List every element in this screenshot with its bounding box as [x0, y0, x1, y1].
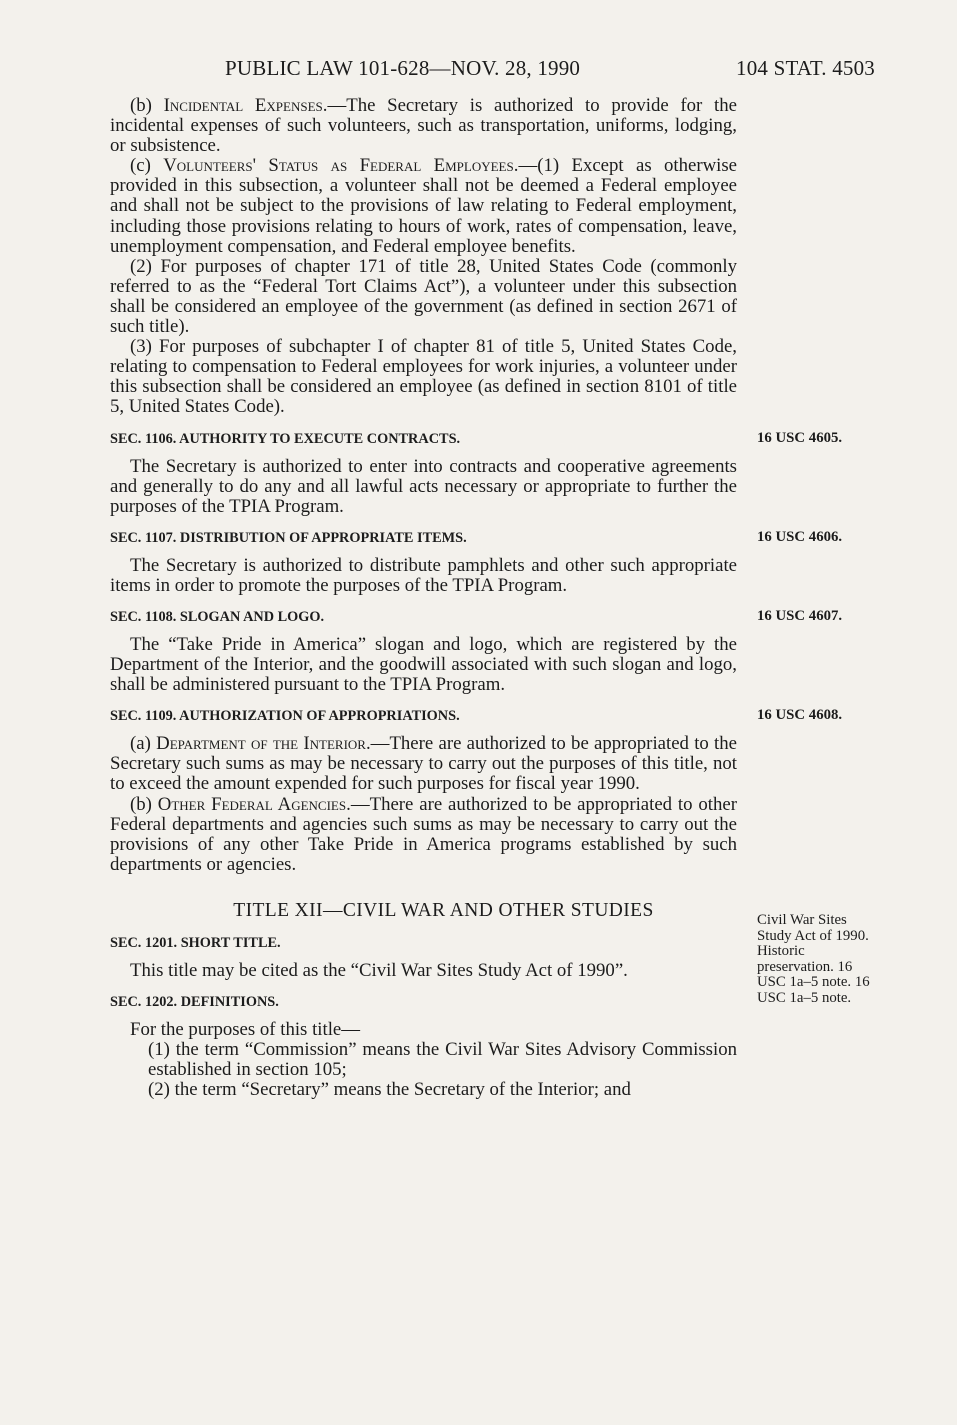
margin-note-4606: 16 USC 4606. [757, 528, 843, 545]
paragraph-lead: (b) [130, 95, 152, 116]
section-heading: SEC. 1109. AUTHORIZATION OF APPROPRIATIONS. [110, 708, 460, 725]
body-text [110, 95, 870, 1101]
definition-text: (1) the term “Commission” means the Civil War Sites Advisory Commission established in section 105; [148, 1039, 737, 1081]
paragraph-text: —The Secretary is authorized to provide for the incidental expenses of such volunteers, such as transportation, uniforms, lodging, or subsistence. [110, 95, 737, 157]
paragraph-c3: (3) For purposes of subchapter I of chapter 81 of title 5, United States Code, relating to compensation to Federal employees for work injuries, a volunteer under this subsection shall be considered an employee (as defined in section 8101 of title 5, United States Code). [110, 336, 737, 418]
margin-note-4605: 16 USC 4605. [757, 429, 843, 446]
section-1106-heading [110, 429, 843, 447]
section-1202-heading: SEC. 1202. DEFINITIONS. [110, 994, 279, 1011]
paragraph-heading: Other Federal Agencies. [157, 793, 351, 815]
paragraph-b-incidental-expenses [110, 96, 737, 156]
section-1201-heading: SEC. 1201. SHORT TITLE. [110, 935, 281, 951]
section-1108-text: The “Take Pride in America” slogan and logo, which are registered by the Department of the Interior, and the goodwill associated with such slogan and logo, shall be administered pursuant to the TPIA Program. [110, 633, 737, 696]
title-xii-block [110, 912, 870, 1101]
title-xii-sidenote: Civil War Sites Study Act of 1990. Historic preservation. 16 USC 1a–5 note. 16 USC 1a–5 note. [757, 912, 870, 1006]
section-heading: SEC. 1107. DISTRIBUTION OF APPROPRIATE ITEMS. [110, 529, 467, 546]
section-1201-text: This title may be cited as the “Civil War Sites Study Act of 1990”. [130, 960, 628, 981]
paragraph-heading: Incidental Expenses. [163, 95, 328, 116]
paragraph-text: —There are authorized to be appropriated to the Secretary such sums as may be necessary to carry out the purposes of this title, not to exceed the amount expended for such purposes for fiscal year 1990. [110, 733, 738, 795]
section-1109-a [110, 734, 737, 794]
paragraph-text: —(1) Except as otherwise provided in this subsection, a volunteer shall not be deemed a Federal employee and shall not be subject to the provisions of law relating to Federal employment, including those provisions relating to hours of work, rates of compensation, leave, unemployment compensation, and Federal employee benefits. [110, 155, 738, 257]
section-1108-heading [110, 607, 843, 625]
section-1107-text: The Secretary is authorized to distribute pamphlets and other such appropriate items in order to promote the purposes of the TPIA Program. [110, 554, 737, 596]
title-xii-heading: TITLE XII—CIVIL WAR AND OTHER STUDIES [233, 899, 654, 921]
running-header-stat: 104 STAT. 4503 [736, 56, 875, 80]
paragraph-heading: Volunteers' Status as Federal Employees. [163, 155, 519, 177]
paragraph-heading: Department of the Interior. [156, 733, 371, 755]
paragraph-lead: (b) [130, 793, 152, 815]
running-header-title: PUBLIC LAW 101-628—NOV. 28, 1990 [225, 56, 581, 80]
section-heading: SEC. 1108. SLOGAN AND LOGO. [110, 608, 325, 625]
section-1109-heading [110, 707, 843, 725]
section-heading: SEC. 1106. AUTHORITY TO EXECUTE CONTRACTS. [110, 430, 461, 447]
definition-text: (2) the term “Secretary” means the Secretary of the Interior; and [148, 1079, 631, 1101]
section-1106-text: The Secretary is authorized to enter into contracts and cooperative agreements and generally to do any and all lawful acts necessary or appropriate to further the purposes of the TPIA Program. [110, 455, 737, 517]
paragraph-text: —There are authorized to be appropriated to other Federal departments and agencies such sums as may be necessary to carry out the provisions of any other Take Pride in America programs established by such departments or agencies. [110, 793, 737, 875]
section-1107-heading [110, 528, 843, 546]
paragraph-c-volunteers-status [110, 156, 737, 256]
definition-item-1 [110, 1040, 737, 1080]
paragraph-lead: (a) [130, 733, 151, 755]
margin-note-4607: 16 USC 4607. [757, 607, 843, 624]
paragraph-lead: (c) [130, 155, 151, 177]
definition-item-2 [110, 1080, 737, 1100]
section-1109-b [110, 795, 737, 875]
paragraph-c2: (2) For purposes of chapter 171 of title 28, United States Code (commonly referred to as the “Federal Tort Claims Act”), a volunteer under this subsection shall be considered an employee of the government (as defined in section 2671 of such title). [110, 255, 737, 338]
section-1202-intro: For the purposes of this title— [130, 1019, 361, 1041]
margin-note-4608: 16 USC 4608. [757, 707, 843, 724]
